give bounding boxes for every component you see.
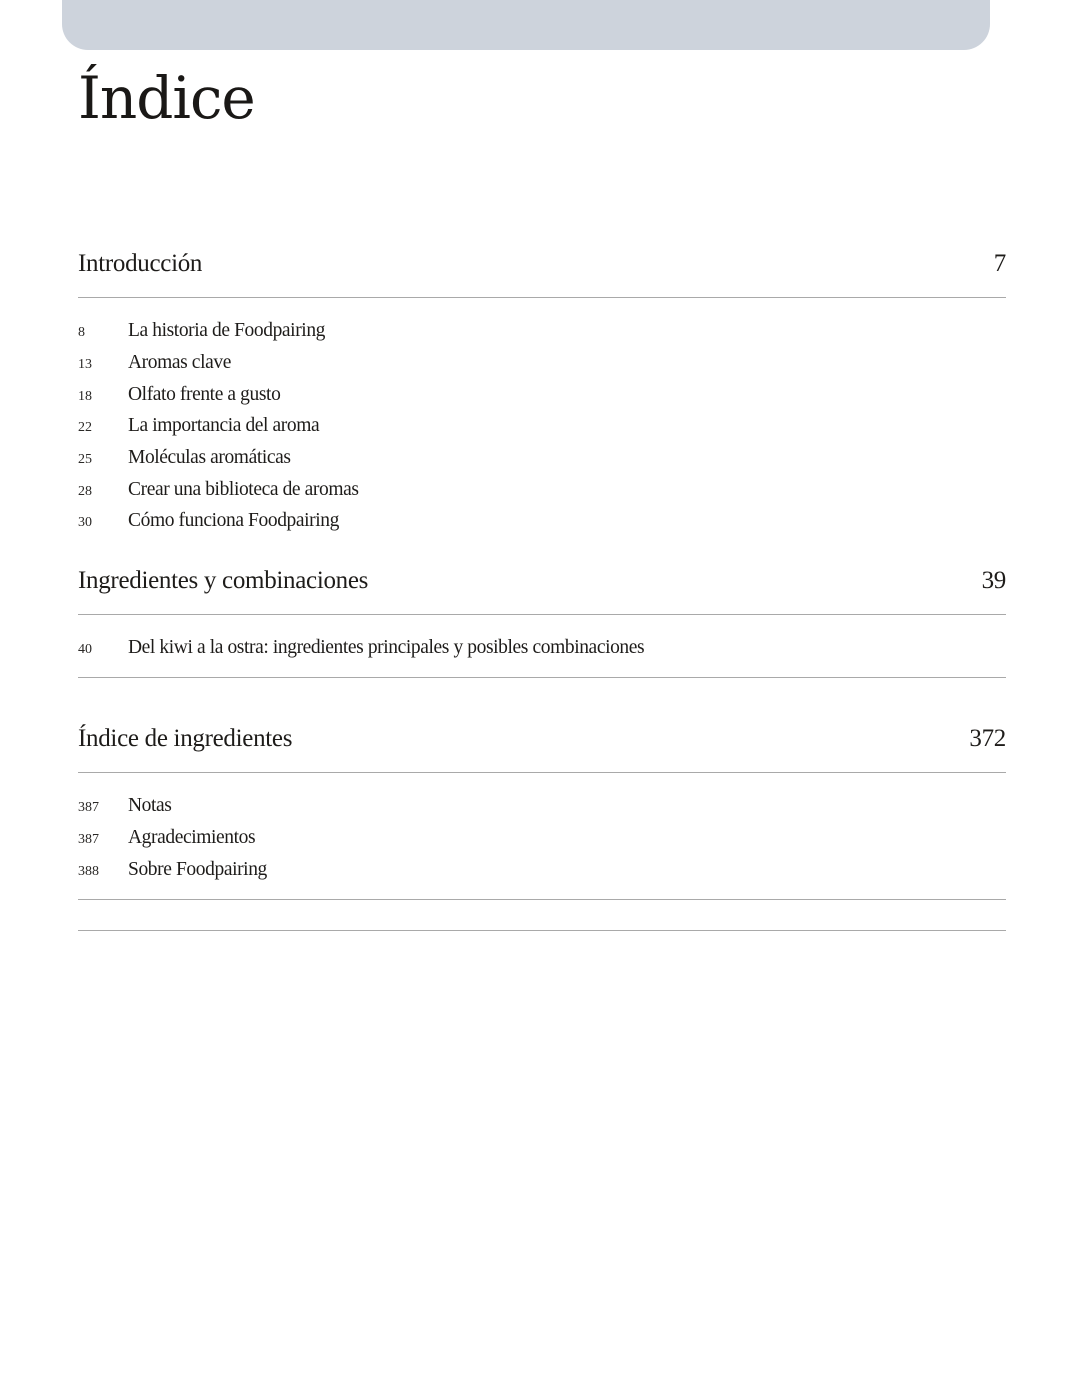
section-divider [78,677,1006,678]
section-heading-introduccion[interactable] [78,250,1006,290]
entry-title: Cómo funciona Foodpairing [128,510,339,531]
entry-page-number: 388 [78,864,99,879]
entry-title: Aromas clave [128,352,231,373]
entry-title: Olfato frente a gusto [128,384,281,405]
entry-page-number: 22 [78,420,92,435]
entry-page-number: 18 [78,389,92,404]
toc-entry[interactable] [78,352,1006,380]
entry-page-number: 387 [78,800,99,815]
toc-entry[interactable] [78,479,1006,507]
entry-title: La historia de Foodpairing [128,320,326,341]
section-divider [78,772,1006,773]
toc-entry[interactable] [78,510,1006,538]
toc-entry[interactable] [78,415,1006,443]
entry-page-number: 28 [78,484,92,499]
entry-title: Notas [128,795,172,816]
header-band [62,0,990,50]
section-divider [78,899,1006,900]
section-heading-ingredientes-y-combinaciones[interactable] [78,567,1006,607]
section-page-number: 7 [993,250,1006,277]
entry-page-number: 13 [78,357,92,372]
section-page-number: 39 [981,567,1006,594]
toc-entry[interactable] [78,795,1006,823]
section-page-number: 372 [969,725,1006,752]
toc-entry[interactable] [78,384,1006,412]
section-divider [78,614,1006,615]
entry-title: Moléculas aromáticas [128,447,291,468]
entry-page-number: 25 [78,452,92,467]
entry-title: Del kiwi a la ostra: ingredientes principales y posibles combinaciones [128,637,645,658]
toc-entry[interactable] [78,859,1006,887]
entry-title: Sobre Foodpairing [128,859,267,880]
entry-page-number: 8 [78,325,85,340]
entry-title: La importancia del aroma [128,415,320,436]
section-title: Introducción [78,250,203,277]
entry-title: Crear una biblioteca de aromas [128,479,359,500]
entry-page-number: 30 [78,515,92,530]
section-divider [78,297,1006,298]
page-title: Índice [78,64,255,132]
section-divider [78,930,1006,931]
section-heading-indice-de-ingredientes[interactable] [78,725,1006,765]
entry-title: Agradecimientos [128,827,256,848]
entry-page-number: 40 [78,642,92,657]
section-title: Ingredientes y combinaciones [78,567,369,594]
toc-entry[interactable] [78,320,1006,348]
section-title: Índice de ingredientes [78,725,293,752]
toc-entry[interactable] [78,637,1006,665]
entry-page-number: 387 [78,832,99,847]
toc-entry[interactable] [78,447,1006,475]
toc-entry[interactable] [78,827,1006,855]
